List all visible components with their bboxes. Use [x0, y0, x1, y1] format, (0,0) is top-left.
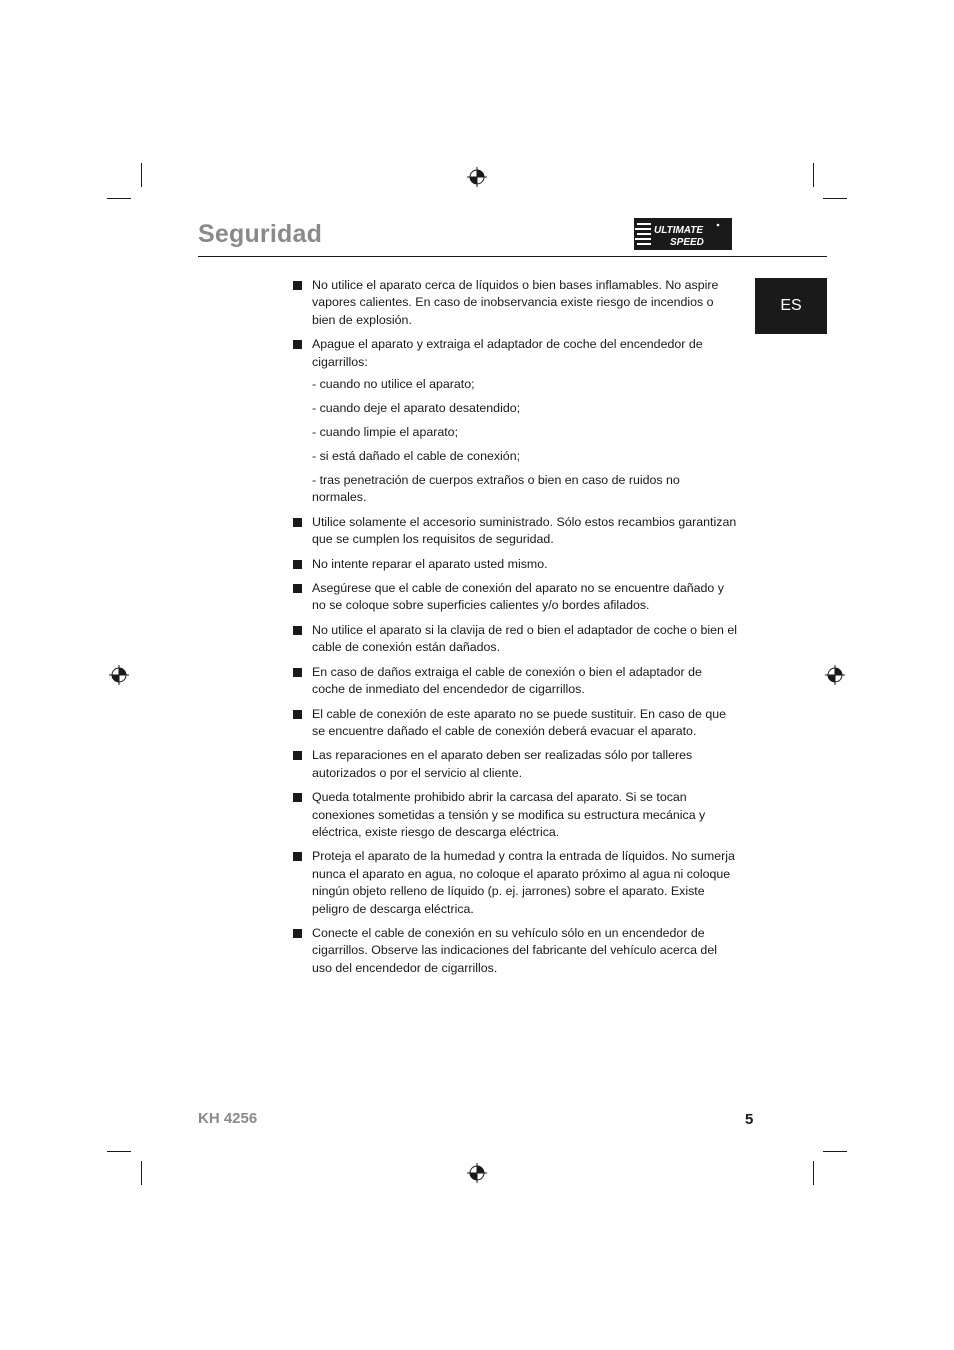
sub-list-item: - cuando no utilice el aparato; — [312, 377, 475, 392]
list-item — [292, 622, 737, 657]
list-item-text: No intente reparar el aparato usted mismo. — [312, 556, 548, 571]
footer-model-number: KH 4256 — [198, 1110, 258, 1127]
list-item — [292, 925, 737, 977]
sub-list-item: - cuando limpie el aparato; — [312, 425, 459, 440]
list-item — [292, 556, 737, 573]
language-tab-label: ES — [780, 297, 802, 314]
list-item — [292, 789, 737, 841]
list-item — [292, 747, 737, 782]
list-item — [292, 580, 737, 615]
list-item — [292, 336, 737, 507]
square-bullet-icon — [293, 929, 302, 938]
list-item-text: Conecte el cable de conexión en su vehículo sólo en un encendedor de cigarrillos. Observe las indicaciones del fabricante del vehículo acerca del uso del encendedor de cigarrillos. — [312, 925, 717, 975]
header-rule — [198, 256, 827, 257]
list-item — [292, 706, 737, 741]
list-item-text: No utilice el aparato si la clavija de red o bien el adaptador de coche o bien el cable de conexión están dañados. — [312, 622, 737, 655]
sub-list-item: - si está dañado el cable de conexión; — [312, 449, 521, 464]
crop-mark — [813, 1161, 814, 1185]
logo-text-top: ULTIMATE — [654, 225, 704, 236]
crop-mark — [813, 163, 814, 187]
square-bullet-icon — [293, 751, 302, 760]
list-item-text: Queda totalmente prohibido abrir la carcasa del aparato. Si se tocan conexiones sometidas a tensión y se modifica su estructura mecánica y eléctrica, existe riesgo de descarga eléctrica. — [312, 790, 706, 839]
square-bullet-icon — [293, 281, 302, 290]
crop-mark — [823, 198, 847, 199]
list-item-text: Asegúrese que el cable de conexión del aparato no se encuentre dañado y no se coloque sobre superficies calientes y/o bordes afilados. — [312, 581, 724, 613]
list-item — [292, 664, 737, 699]
list-item-text: Las reparaciones en el aparato deben ser realizadas sólo por talleres autorizados o por el servicio al cliente. — [312, 748, 693, 780]
list-item-text: El cable de conexión de este aparato no se puede sustituir. En caso de que se encuentre dañado el cable de conexión deberá evacuar el aparato. — [312, 706, 726, 738]
sub-list — [312, 376, 737, 507]
list-item-text: Proteja el aparato de la humedad y contra la entrada de líquidos. No sumerja nunca el aparato en agua, no coloque el aparato próximo al agua ni coloque ningún objeto relleno de líquido (p. ej. jarrones) sobre el aparato. Existe peligro de descarga eléctrica. — [312, 849, 735, 916]
square-bullet-icon — [293, 340, 302, 349]
list-item — [292, 514, 737, 549]
logo-text-bottom: SPEED — [670, 237, 704, 248]
square-bullet-icon — [293, 793, 302, 802]
page-title: Seguridad — [198, 220, 323, 248]
list-item-text: En caso de daños extraiga el cable de conexión o bien el adaptador de coche de inmediato del encendedor de cigarrillos. — [312, 664, 702, 697]
page-number: 5 — [745, 1111, 754, 1128]
crop-mark — [107, 198, 131, 199]
crop-mark — [107, 1151, 131, 1152]
list-item-text: Utilice solamente el accesorio suministrado. Sólo estos recambios garantizan que se cumplen los requisitos de seguridad. — [312, 514, 737, 547]
square-bullet-icon — [293, 710, 302, 719]
square-bullet-icon — [293, 560, 302, 569]
registration-mark-icon — [109, 665, 129, 685]
list-item — [292, 277, 737, 329]
list-item-text: Apague el aparato y extraiga el adaptador de coche del encendedor de cigarrillos: — [312, 337, 703, 369]
square-bullet-icon — [293, 668, 302, 677]
registration-mark-icon — [467, 1163, 487, 1183]
square-bullet-icon — [293, 584, 302, 593]
sub-list-item: - tras penetración de cuerpos extraños o bien en caso de ruidos no normales. — [312, 473, 680, 505]
sub-list-item: - cuando deje el aparato desatendido; — [312, 401, 521, 416]
list-item-text: No utilice el aparato cerca de líquidos o bien bases inflamables. No aspire vapores calientes. En caso de inobservancia existe riesgo de incendios o bien de explosión. — [312, 278, 719, 327]
registration-mark-icon — [825, 665, 845, 685]
square-bullet-icon — [293, 518, 302, 527]
registration-mark-icon — [467, 167, 487, 187]
list-item — [292, 848, 737, 918]
language-tab — [755, 278, 827, 334]
brand-logo — [634, 218, 732, 250]
square-bullet-icon — [293, 852, 302, 861]
crop-mark — [141, 1161, 142, 1185]
safety-list — [292, 277, 737, 984]
crop-mark — [141, 163, 142, 187]
crop-mark — [823, 1151, 847, 1152]
square-bullet-icon — [293, 626, 302, 635]
